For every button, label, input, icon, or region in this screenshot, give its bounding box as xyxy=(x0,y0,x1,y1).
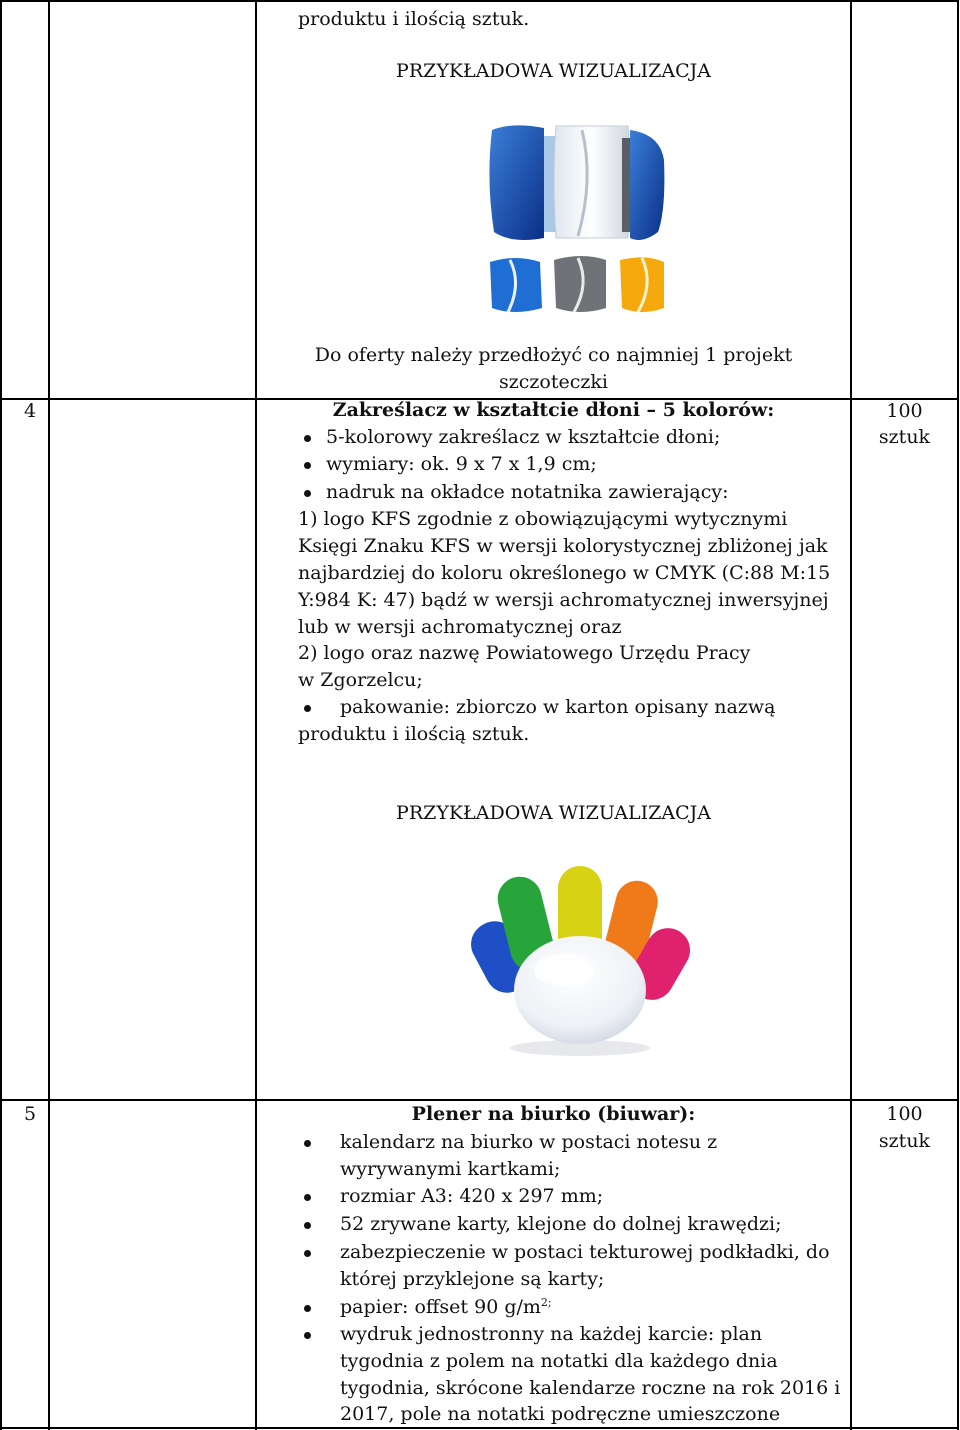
paper-spec-text: papier: offset 90 g/m xyxy=(340,1296,541,1318)
prev-row-tail-text: produktu i ilością sztuk. xyxy=(298,8,530,30)
hand-highlighter-image xyxy=(468,862,698,1062)
table-border-right xyxy=(957,0,959,1430)
bullet-icon xyxy=(304,1194,311,1201)
row4-packing-bullet: pakowanie: zbiorczo w karton opisany nazwą xyxy=(340,696,776,718)
row4-bullet-2: wymiary: ok. 9 x 7 x 1,9 cm; xyxy=(326,453,597,475)
row5-qty-unit: sztuk xyxy=(878,1130,931,1152)
row4-detail-line: najbardziej do koloru określonego w CMYK (C:88 M:15 xyxy=(298,562,831,584)
row4-detail-line: lub w wersji achromatycznej oraz xyxy=(298,616,622,638)
row5-bullet-6-line3: tygodnia, skrócone kalendarze roczne na rok 2016 i xyxy=(340,1377,841,1399)
brush-product-image xyxy=(482,120,667,330)
row5-title: Plener na biurko (biuwar): xyxy=(411,1103,696,1125)
column-divider-2 xyxy=(255,0,257,1430)
row5-bullet-4-line2: której przyklejone są karty; xyxy=(340,1268,605,1290)
row4-detail-line: 2) logo oraz nazwę Powiatowego Urzędu Pracy xyxy=(298,642,751,664)
row4-qty-number: 100 xyxy=(886,400,923,422)
row4-detail-line: w Zgorzelcu; xyxy=(298,669,423,691)
brush-white-body xyxy=(554,126,630,238)
offer-note-line2: szczoteczki xyxy=(499,371,608,393)
paper-superscript: 2; xyxy=(540,1296,552,1309)
bullet-icon xyxy=(304,1305,311,1312)
row4-detail-line: Y:984 K: 47) bądź w wersji achromatycznej inwersyjnej xyxy=(298,589,829,611)
bullet-icon xyxy=(304,1250,311,1257)
row5-bullet-5 xyxy=(340,1294,552,1321)
row4-detail-line: 1) logo KFS zgodnie z obowiązującymi wytycznymi xyxy=(298,508,788,530)
row4-packing-tail: produktu i ilością sztuk. xyxy=(298,723,530,745)
row5-bullet-2: rozmiar A3: 420 x 297 mm; xyxy=(340,1185,604,1207)
row5-bullet-6-line2: tygodnia z polem na notatki dla każdego dnia xyxy=(340,1350,778,1372)
bullet-icon xyxy=(304,1222,311,1229)
prev-row-viz-heading: PRZYKŁADOWA WIZUALIZACJA xyxy=(396,60,711,82)
bullet-icon xyxy=(304,490,311,497)
bullet-icon xyxy=(304,435,311,442)
row4-bullet-1: 5-kolorowy zakreślacz w kształtcie dłoni; xyxy=(326,426,721,448)
row4-title: Zakreślacz w kształtcie dłoni – 5 kolorów: xyxy=(332,399,775,421)
brush-bristles-dark xyxy=(622,138,630,232)
row4-viz-heading: PRZYKŁADOWA WIZUALIZACJA xyxy=(396,802,711,824)
column-divider-1 xyxy=(48,0,50,1430)
column-divider-3 xyxy=(850,0,852,1430)
row4-qty-unit: sztuk xyxy=(878,426,931,448)
brush-blue-right xyxy=(630,130,664,240)
bullet-icon xyxy=(304,1140,311,1147)
bullet-icon xyxy=(304,462,311,469)
row4-bullet-3: nadruk na okładce notatnika zawierający: xyxy=(326,481,729,503)
bullet-icon xyxy=(304,1332,311,1339)
brush-blue-left xyxy=(489,125,544,240)
row5-bullet-1-line1: kalendarz na biurko w postaci notesu z xyxy=(340,1131,718,1153)
table-border-top xyxy=(0,0,959,2)
row5-bullet-4-line1: zabezpieczenie w postaci tekturowej podkładki, do xyxy=(340,1241,830,1263)
table-border-left xyxy=(0,0,2,1430)
row4-detail-line: Księgi Znaku KFS w wersji kolorystycznej zbliżonej jak xyxy=(298,535,828,557)
row5-qty-number: 100 xyxy=(886,1103,923,1125)
bullet-icon xyxy=(304,705,311,712)
row5-bullet-3: 52 zrywane karty, klejone do dolnej krawędzi; xyxy=(340,1213,782,1235)
offer-note-line1: Do oferty należy przedłożyć co najmniej 1 projekt xyxy=(314,344,793,366)
palm-white xyxy=(514,936,646,1044)
row5-bullet-6-line1: wydruk jednostronny na każdej karcie: plan xyxy=(340,1323,763,1345)
row5-bullet-6-line4: 2017, pole na notatki podręczne umieszczone xyxy=(340,1403,781,1425)
row5-bullet-1-line2: wyrywanymi kartkami; xyxy=(340,1158,561,1180)
row5-number: 5 xyxy=(24,1103,37,1125)
row4-number: 4 xyxy=(24,400,37,422)
